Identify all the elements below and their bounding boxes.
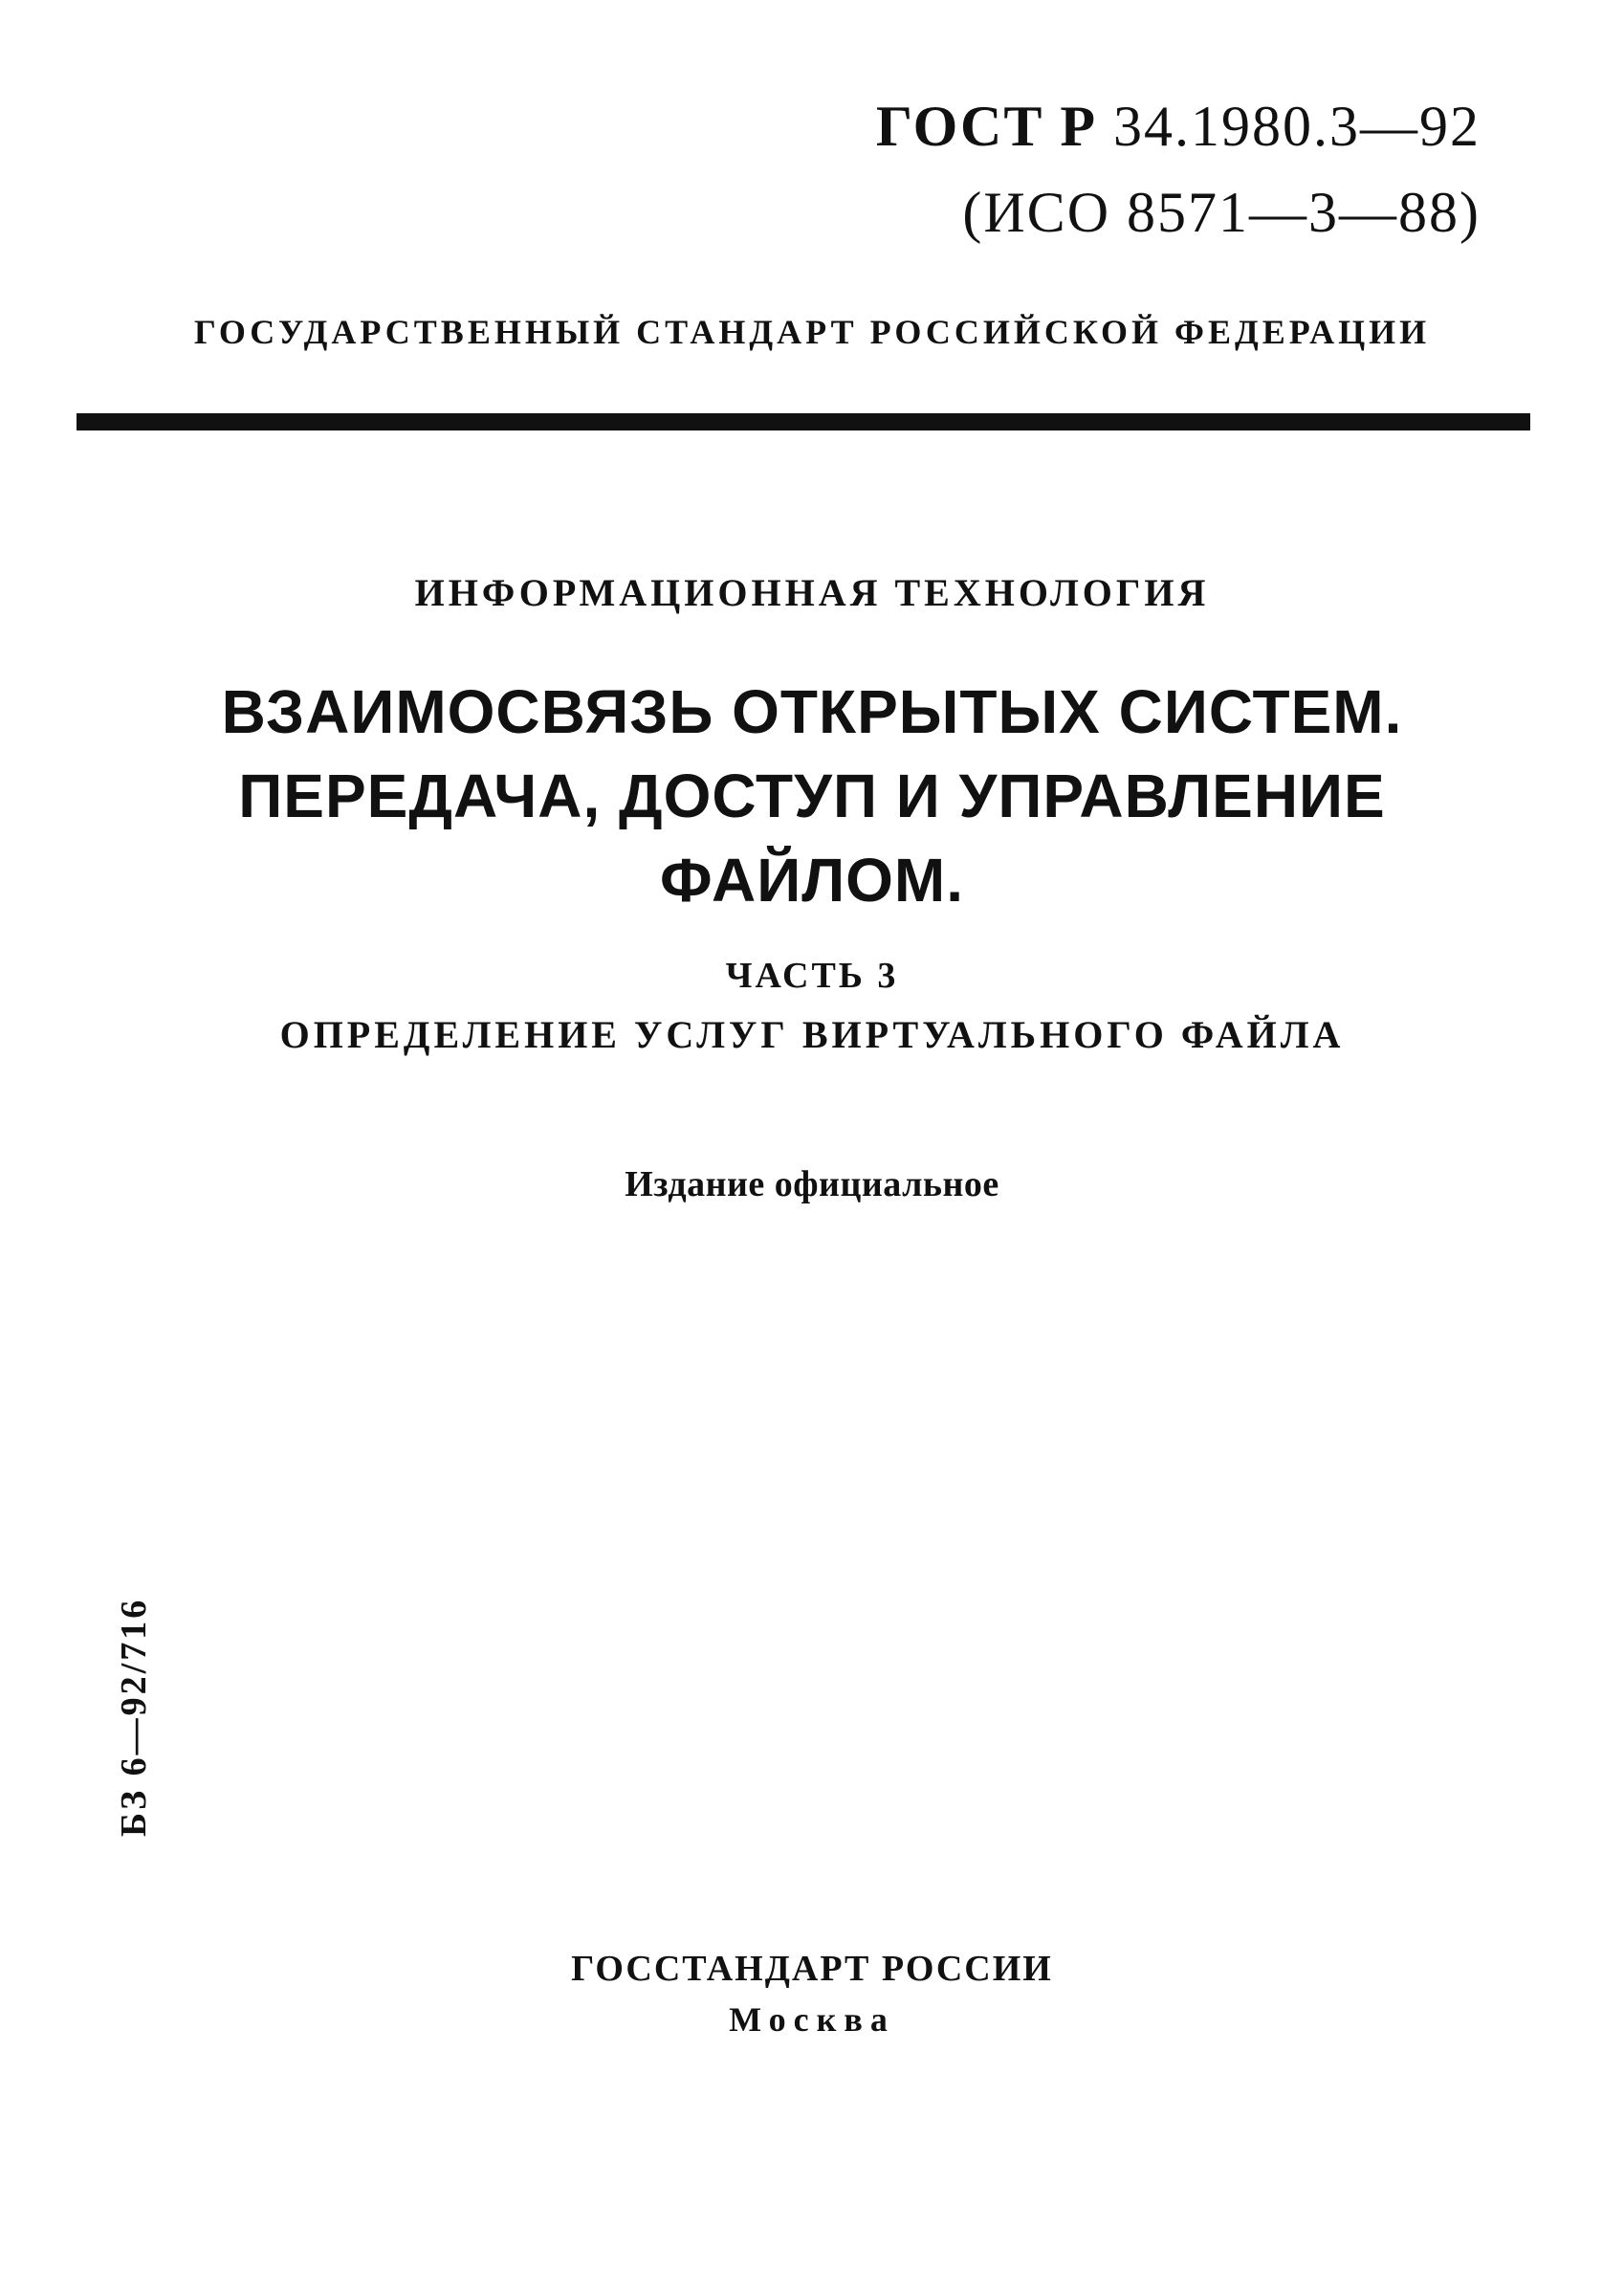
document-title [0,670,1624,922]
edition-note: Издание официальное [625,1164,999,1204]
title-line: ФАЙЛОМ. [659,846,965,915]
part-number: ЧАСТЬ 3 [725,956,899,996]
subject-heading: ИНФОРМАЦИОННАЯ ТЕХНОЛОГИЯ [414,571,1210,614]
title-line: ВЗАИМОСВЯЗЬ ОТКРЫТЫХ СИСТЕМ. [221,677,1403,746]
part-title: ОПРЕДЕЛЕНИЕ УСЛУГ ВИРТУАЛЬНОГО ФАЙЛА [279,1013,1345,1056]
publication-city: Москва [729,2000,895,2039]
title-line: ПЕРЕДАЧА, ДОСТУП И УПРАВЛЕНИЕ [238,761,1386,830]
publisher-name: ГОССТАНДАРТ РОССИИ [571,1949,1053,1989]
iso-reference: (ИСО 8571—3—88) [962,181,1481,244]
state-standard-heading: ГОСУДАРСТВЕННЫЙ СТАНДАРТ РОССИЙСКОЙ ФЕДЕРАЦИИ [193,313,1431,351]
side-registration-code: БЗ 6—92/716 [114,1597,154,1837]
designation-prefix: ГОСТ Р [875,95,1097,158]
designation-number: 34.1980.3—92 [1113,95,1481,158]
standard-designation [876,94,1481,160]
header-divider [77,413,1530,430]
